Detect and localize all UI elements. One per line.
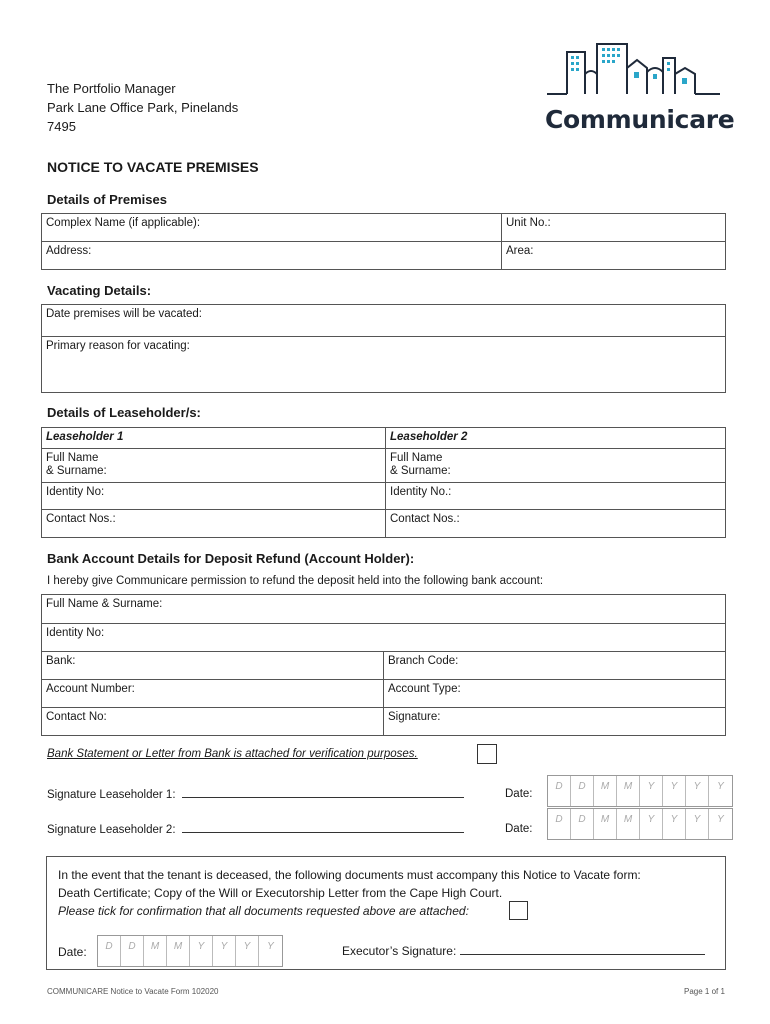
date-cell: Y [213, 936, 236, 966]
date-label-2: Date: [505, 823, 533, 835]
bank-identity-field[interactable] [42, 624, 726, 652]
address-line-3: 7495 [47, 119, 76, 134]
bank-statement-checkbox[interactable] [477, 744, 497, 764]
executor-date-grid[interactable] [97, 935, 283, 967]
signature-leaseholder-1-label: Signature Leaseholder 1: [47, 789, 176, 801]
unit-no-label: Unit No.: [506, 217, 551, 229]
executor-date-label: Date: [58, 945, 87, 959]
date-cell: Y [267, 941, 274, 952]
date-cell: Y [663, 809, 686, 839]
account-type-label: Account Type: [388, 683, 461, 695]
signature-leaseholder-1-line[interactable] [182, 788, 464, 798]
leaseholder-1-identity-field[interactable] [42, 483, 386, 510]
leaseholders-heading: Details of Leaseholder/s: [47, 405, 201, 420]
date-cell: D [548, 776, 571, 806]
date-cell: Y [686, 809, 709, 839]
signature-leaseholder-2-row [47, 823, 464, 836]
date-cell: M [617, 809, 640, 839]
area-label: Area: [506, 245, 534, 257]
surname-label: & Surname: [46, 465, 107, 477]
bank-full-name-label: Full Name & Surname: [46, 598, 163, 610]
date-cell: Y [190, 936, 213, 966]
footer-page-number: Page 1 of 1 [684, 987, 725, 996]
date-cell: M [594, 776, 617, 806]
date-label-1: Date: [505, 788, 533, 800]
address-label: Address: [46, 245, 92, 257]
date-cell: Y [640, 809, 663, 839]
unit-no-field[interactable] [502, 214, 726, 242]
bank-name-label: Bank: [46, 655, 76, 667]
vacate-reason-label: Primary reason for vacating: [46, 340, 190, 352]
leaseholder-1-contact-field[interactable] [42, 510, 386, 538]
branch-code-label: Branch Code: [388, 655, 459, 667]
leaseholder-2-contact-field[interactable] [386, 510, 726, 538]
vacate-date-label: Date premises will be vacated: [46, 308, 202, 320]
date-cell: Y [717, 814, 724, 825]
bank-statement-note: Bank Statement or Letter from Bank is attached for verification purposes. [47, 748, 418, 760]
documents-confirm-checkbox[interactable] [509, 901, 528, 920]
signature-leaseholder-1-row [47, 788, 464, 801]
date-cell: Y [236, 936, 259, 966]
date-cell: D [571, 776, 594, 806]
deceased-tenant-box [46, 856, 726, 970]
date-cell: Y [663, 776, 686, 806]
leaseholders-table [41, 427, 726, 538]
date-cell: D [548, 809, 571, 839]
date-cell: Y [686, 776, 709, 806]
contact-label: Contact Nos.: [46, 513, 116, 525]
date-cell: M [594, 809, 617, 839]
bank-contact-label: Contact No: [46, 711, 107, 723]
communicare-logo [545, 38, 735, 136]
address-line-1: The Portfolio Manager [47, 81, 176, 96]
deceased-instructions [58, 866, 641, 902]
identity-label: Identity No.: [390, 486, 452, 498]
vacating-table [41, 304, 726, 393]
area-field[interactable] [502, 242, 726, 270]
signature-leaseholder-2-line[interactable] [182, 823, 464, 833]
leaseholder-1-header: Leaseholder 1 [42, 428, 386, 449]
complex-name-field[interactable] [42, 214, 502, 242]
bank-name-field[interactable] [42, 652, 384, 680]
logo-wordmark: Communicare [545, 105, 735, 134]
documents-confirm-label: Please tick for confirmation that all documents requested above are attached: [58, 904, 469, 918]
identity-label: Identity No: [46, 486, 105, 498]
leaseholder-2-identity-field[interactable] [386, 483, 726, 510]
date-cell: M [144, 936, 167, 966]
leaseholder-2-header: Leaseholder 2 [386, 428, 726, 449]
recipient-address [47, 79, 238, 136]
bank-signature-field[interactable] [384, 708, 726, 736]
address-line-2: Park Lane Office Park, Pinelands [47, 100, 239, 115]
page-title: NOTICE TO VACATE PREMISES [47, 159, 259, 175]
account-number-label: Account Number: [46, 683, 135, 695]
footer-form-id: COMMUNICARE Notice to Vacate Form 102020 [47, 987, 219, 996]
date-grid-2[interactable] [547, 808, 733, 840]
date-cell: M [167, 936, 190, 966]
date-cell: D [121, 936, 144, 966]
date-grid-1[interactable] [547, 775, 733, 807]
signature-leaseholder-2-label: Signature Leaseholder 2: [47, 824, 176, 836]
surname-label: & Surname: [390, 465, 451, 477]
contact-label: Contact Nos.: [390, 513, 460, 525]
vacating-heading: Vacating Details: [47, 283, 152, 298]
buildings-icon [545, 38, 730, 104]
deceased-line-2: Death Certificate; Copy of the Will or Executorship Letter from the Cape High Court. [58, 886, 503, 900]
account-type-field[interactable] [384, 680, 726, 708]
executor-signature-line[interactable] [460, 945, 705, 955]
account-number-field[interactable] [42, 680, 384, 708]
date-cell: M [617, 776, 640, 806]
date-cell: D [571, 809, 594, 839]
leaseholder-1-name-field[interactable] [42, 449, 386, 483]
bank-signature-label: Signature: [388, 711, 441, 723]
date-cell: Y [717, 781, 724, 792]
complex-name-label: Complex Name (if applicable): [46, 217, 201, 229]
premises-table [41, 213, 726, 270]
deceased-line-1: In the event that the tenant is deceased, the following documents must accompany this Notice to Vacate form: [58, 868, 641, 882]
bank-table [41, 594, 726, 736]
full-name-label: Full Name [390, 452, 443, 464]
vacate-reason-field[interactable] [42, 337, 726, 393]
executor-signature-row [342, 944, 705, 958]
bank-identity-label: Identity No: [46, 627, 105, 639]
bank-contact-field[interactable] [42, 708, 384, 736]
address-field[interactable] [42, 242, 502, 270]
leaseholder-2-name-field[interactable] [386, 449, 726, 483]
vacate-date-field[interactable] [42, 305, 726, 337]
date-cell: D [98, 936, 121, 966]
date-cell: Y [640, 776, 663, 806]
branch-code-field[interactable] [384, 652, 726, 680]
premises-heading: Details of Premises [47, 192, 167, 207]
bank-heading: Bank Account Details for Deposit Refund (Account Holder): [47, 551, 415, 566]
executor-signature-label: Executor’s Signature: [342, 944, 457, 958]
bank-intro: I hereby give Communicare permission to refund the deposit held into the following bank account: [47, 575, 544, 587]
bank-full-name-field[interactable] [42, 595, 726, 624]
full-name-label: Full Name [46, 452, 99, 464]
